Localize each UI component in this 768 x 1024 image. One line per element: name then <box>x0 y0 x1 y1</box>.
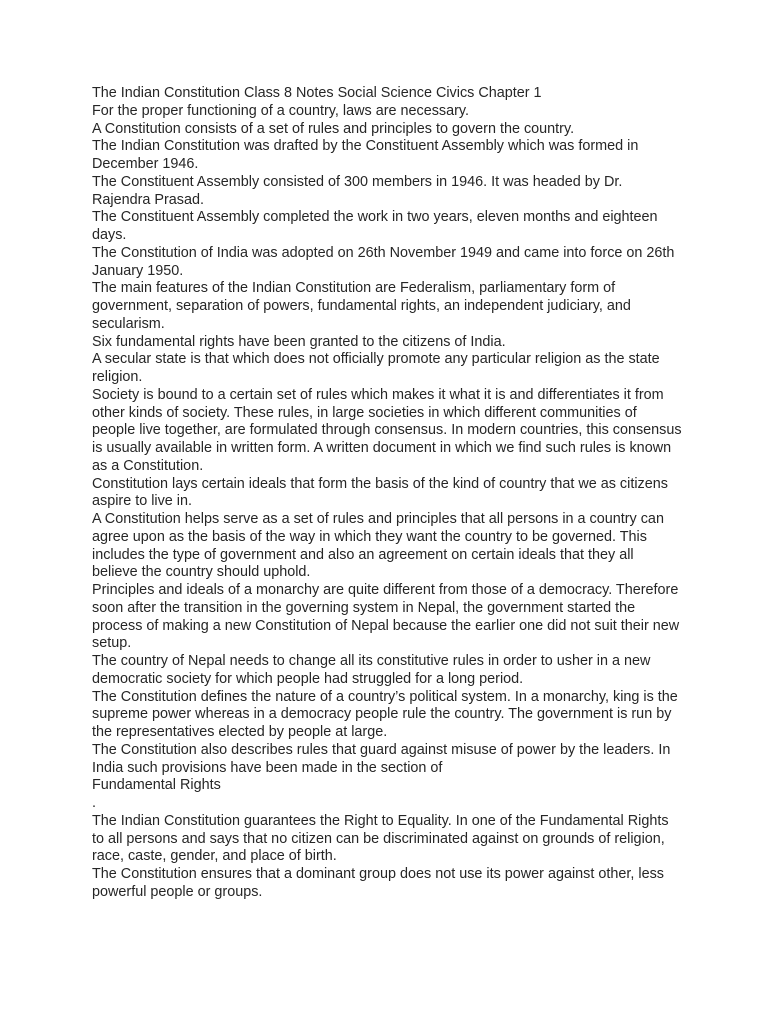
text-line: agree upon as the basis of the way in which they want the country to be governed. This <box>92 528 647 545</box>
paragraph <box>92 334 692 352</box>
text-line: race, caste, gender, and place of birth. <box>92 848 337 865</box>
text-line: A Constitution helps serve as a set of rules and principles that all persons in a country can <box>92 511 664 527</box>
document-text <box>92 85 692 902</box>
text-line: days. <box>92 227 127 243</box>
text-line: The main features of the Indian Constitution are Federalism, parliamentary form of <box>92 280 616 297</box>
paragraph <box>92 121 692 139</box>
text-line: December 1946. <box>92 156 199 172</box>
paragraph <box>92 280 692 333</box>
text-line: A secular state is that which does not officially promote any particular religion as the state <box>92 351 660 368</box>
paragraph <box>92 209 692 245</box>
text-line: Fundamental Rights <box>92 777 221 794</box>
text-line: The Constitution also describes rules that guard against misuse of power by the leaders. In <box>92 741 671 758</box>
text-line: The Indian Constitution guarantees the Right to Equality. In one of the Fundamental Rights <box>92 812 669 829</box>
paragraph <box>92 387 692 476</box>
text-line: The Constituent Assembly completed the work in two years, eleven months and eighteen <box>92 209 658 226</box>
paragraph <box>92 476 692 512</box>
paragraph <box>92 689 692 742</box>
text-line: powerful people or groups. <box>92 883 263 900</box>
paragraph <box>92 795 692 813</box>
text-line: believe the country should uphold. <box>92 564 311 581</box>
paragraph <box>92 351 692 387</box>
paragraph <box>92 866 692 902</box>
text-line: to all persons and says that no citizen can be discriminated against on grounds of religion, <box>92 830 665 847</box>
paragraph <box>92 511 692 582</box>
text-line: people live together, are formulated through consensus. In modern countries, this consensus <box>92 422 682 439</box>
text-line: Constitution lays certain ideals that form the basis of the kind of country that we as citizens <box>92 475 668 492</box>
paragraph <box>92 742 692 778</box>
text-line: The Constituent Assembly consisted of 300 members in 1946. It was headed by Dr. <box>92 173 623 190</box>
text-line: supreme power whereas in a democracy people rule the country. The government is run by <box>92 706 672 723</box>
text-line: Society is bound to a certain set of rules which makes it what it is and differentiates it from <box>92 386 664 403</box>
text-line: The Constitution ensures that a dominant group does not use its power against other, less <box>92 866 664 882</box>
text-line: . <box>92 795 96 811</box>
paragraph <box>92 245 692 281</box>
text-line: other kinds of society. These rules, in large societies in which different communities of <box>92 404 637 421</box>
document-paragraphs <box>92 103 692 902</box>
text-line: setup. <box>92 635 132 652</box>
text-line: government, separation of powers, fundamental rights, an independent judiciary, and <box>92 298 631 314</box>
text-line: the representatives elected by people at large. <box>92 724 388 740</box>
text-line: includes the type of government and also an agreement on certain ideals that they all <box>92 546 634 563</box>
text-line: The Constitution of India was adopted on 26th November 1949 and came into force on 26th <box>92 244 675 261</box>
text-line: For the proper functioning of a country, laws are necessary. <box>92 102 470 119</box>
text-line: process of making a new Constitution of Nepal because the earlier one did not suit their new <box>92 617 680 634</box>
text-line: India such provisions have been made in the section of <box>92 759 443 776</box>
text-line: democratic society for which people had struggled for a long period. <box>92 670 524 687</box>
paragraph <box>92 138 692 174</box>
text-line: as a Constitution. <box>92 457 204 474</box>
text-line: soon after the transition in the governing system in Nepal, the government started the <box>92 599 636 616</box>
text-line: religion. <box>92 369 143 385</box>
text-line: secularism. <box>92 315 165 332</box>
text-line: Principles and ideals of a monarchy are quite different from those of a democracy. Therefore <box>92 582 679 598</box>
document-title: The Indian Constitution Class 8 Notes Social Science Civics Chapter 1 <box>92 85 542 101</box>
paragraph <box>92 653 692 689</box>
paragraph <box>92 777 692 795</box>
text-line: January 1950. <box>92 262 184 279</box>
paragraph <box>92 813 692 866</box>
text-line: The Indian Constitution was drafted by the Constituent Assembly which was formed in <box>92 138 639 155</box>
text-line: The country of Nepal needs to change all its constitutive rules in order to usher in a new <box>92 653 651 669</box>
text-line: A Constitution consists of a set of rules and principles to govern the country. <box>92 120 575 137</box>
text-line: The Constitution defines the nature of a country’s political system. In a monarchy, king is the <box>92 688 678 705</box>
paragraph <box>92 103 692 121</box>
text-line: aspire to live in. <box>92 493 192 510</box>
text-line: is usually available in written form. A written document in which we find such rules is known <box>92 440 672 456</box>
paragraph <box>92 582 692 653</box>
paragraph <box>92 174 692 210</box>
text-line: Rajendra Prasad. <box>92 191 204 208</box>
text-line: Six fundamental rights have been granted to the citizens of India. <box>92 333 506 350</box>
